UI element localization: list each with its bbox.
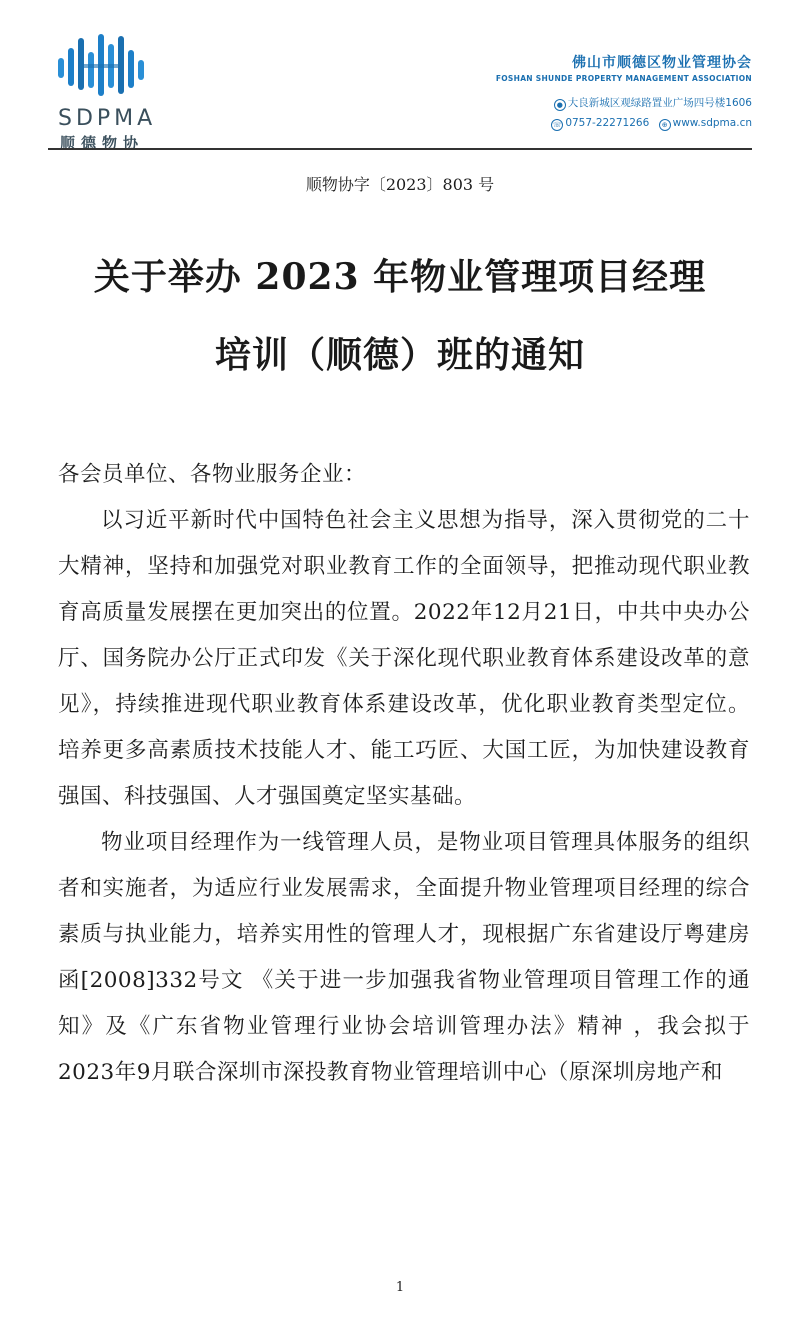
phone-icon: ☏ xyxy=(552,121,562,129)
paragraph-2: 物业项目经理作为一线管理人员，是物业项目管理具体服务的组织者和实施者，为适应行业发展需求，全面提升物业管理项目经理的综合素质与执业能力，培养实用性的管理人才，现根据广东省建设厅粤建房函[2008]332号文 《关于进一步加强我省物业管理项目管理工作的通知》及《广东省物业管理行业协会培训管理办法》精神 ，我会拟于2023年9月联合深圳市深投教育物业管理培训中心（原深圳房地产和 xyxy=(58,830,750,1085)
org-info xyxy=(496,52,752,131)
location-icon: ● xyxy=(554,99,566,111)
phone-text: 0757-22271266 xyxy=(565,117,650,129)
logo-bars-icon xyxy=(56,30,156,100)
page-number: 1 xyxy=(395,1280,405,1295)
org-contact xyxy=(496,117,752,131)
title-line-1: 关于举办 2023 年物业管理项目经理 xyxy=(93,256,707,298)
document-number: 顺物协字〔2023〕803 号 xyxy=(305,175,495,194)
document-body xyxy=(58,452,750,1096)
org-name-cn: 佛山市顺德区物业管理协会 xyxy=(572,55,752,71)
header-divider xyxy=(48,148,752,150)
title-line-2: 培训（顺德）班的通知 xyxy=(214,334,585,376)
logo-cn-text: 顺德物协 xyxy=(60,134,145,152)
org-name-en: FOSHAN SHUNDE PROPERTY MANAGEMENT ASSOCIATION xyxy=(495,74,752,83)
document-title xyxy=(0,238,800,394)
address-text: 大良新城区观绿路置业广场四号楼1606 xyxy=(567,97,752,109)
sdpma-logo xyxy=(56,30,166,150)
globe-icon: ⊕ xyxy=(659,119,671,131)
salutation: 各会员单位、各物业服务企业： xyxy=(58,462,367,487)
org-address xyxy=(496,95,752,111)
logo-latin-text: SDPMA xyxy=(58,106,157,131)
website-link[interactable]: www.sdpma.cn xyxy=(672,117,752,129)
paragraph-1: 以习近平新时代中国特色社会主义思想为指导，深入贯彻党的二十大精神，坚持和加强党对职业教育工作的全面领导，把推动现代职业教育高质量发展摆在更加突出的位置。2022年12月21日，中共中央办公厅、国务院办公厅正式印发《关于深化现代职业教育体系建设改革的意见》，持续推进现代职业教育体系建设改革，优化职业教育类型定位。培养更多高素质技术技能人才、能工巧匠、大国工匠，为加快建设教育强国、科技强国、人才强国奠定坚实基础。 xyxy=(58,508,750,809)
